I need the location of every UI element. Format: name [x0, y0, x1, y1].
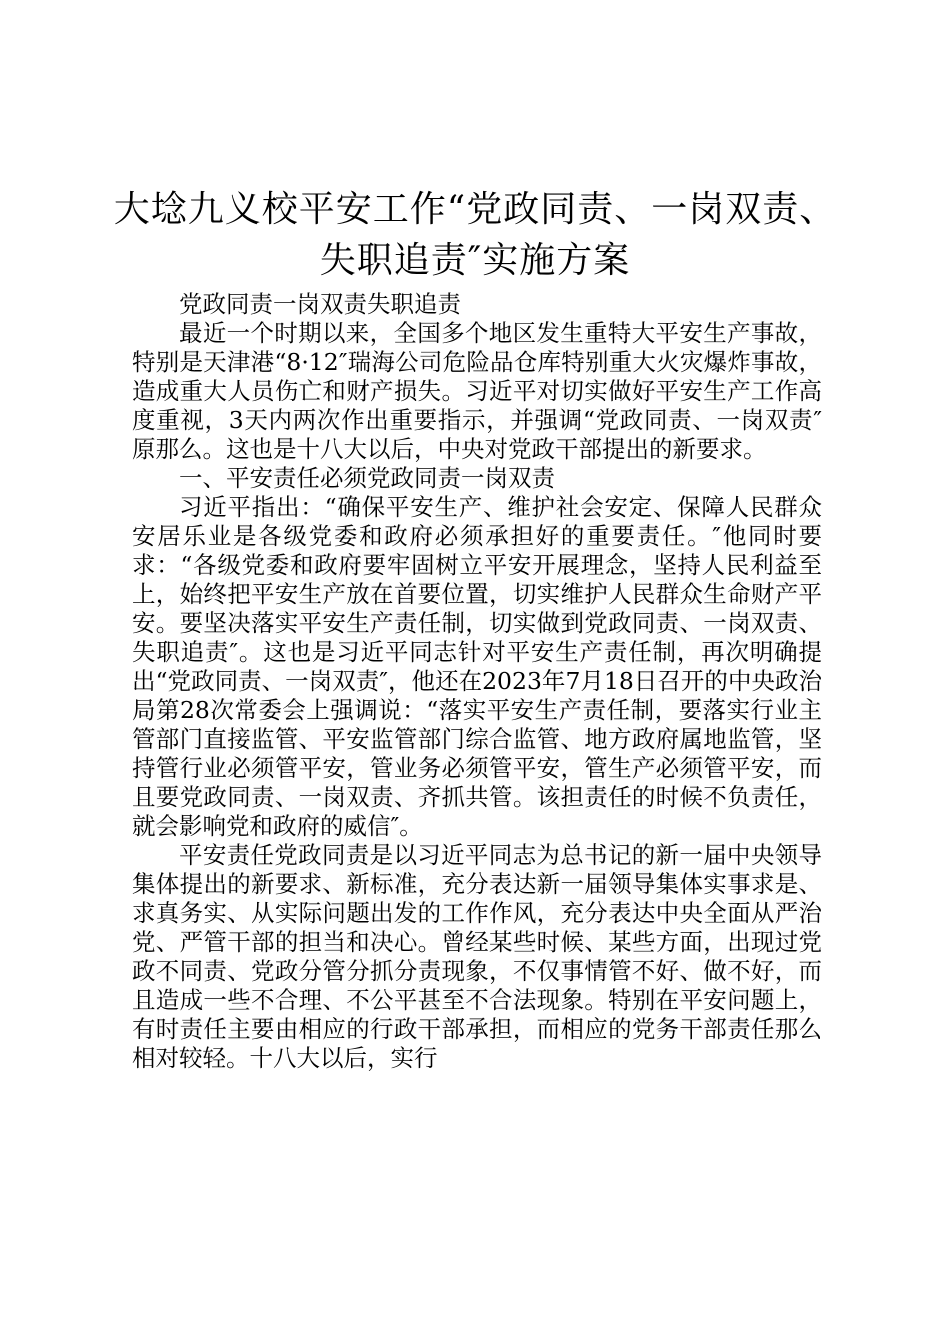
paragraph-subtitle: 党政同责一岗双责失职追责	[179, 290, 461, 318]
paragraph: 最近一个时期以来，全国多个地区发生重特大平安生产事故，特别是天津港“8·12″瑞海公司危险品仓库特别重大火灾爆炸事故，造成重大人员伤亡和财产损失。习近平对切实做好平安生产工作高度重视，3天内两次作出重要指示，并强调“党政同责、一岗双责″原那么。这也是十八大以后，中央对党政干部提出的新要求。	[132, 319, 822, 463]
document-title-line-2: 失职追责″实施方案	[319, 240, 631, 281]
document-body	[132, 290, 822, 1073]
paragraph: 习近平指出：“确保平安生产、维护社会安定、保障人民群众安居乐业是各级党委和政府必须承担好的重要责任。″他同时要求：“各级党委和政府要牢固树立平安开展理念，坚持人民利益至上，始终把平安生产放在首要位置，切实维护人民群众生命财产平安。要坚决落实平安生产责任制，切实做到党政同责、一岗双责、失职追责″。这也是习近平同志针对平安生产责任制，再次明确提出“党政同责、一岗双责″，他还在2023年7月18日召开的中央政治局第28次常委会上强调说：“落实平安生产责任制，要落实行业主管部门直接监管、平安监管部门综合监管、地方政府属地监管，坚持管行业必须管平安，管业务必须管平安，管生产必须管平安，而且要党政同责、一岗双责、齐抓共管。该担责任的时候不负责任，就会影响党和政府的威信″。	[132, 493, 822, 840]
paragraph: 平安责任党政同责是以习近平同志为总书记的新一届中央领导集体提出的新要求、新标准，充分表达新一届领导集体实事求是、求真务实、从实际问题出发的工作作风，充分表达中央全面从严治党、严管干部的担当和决心。曾经某些时候、某些方面，出现过党政不同责、党政分管分抓分责现象，不仅事情管不好、做不好，而且造成一些不合理、不公平甚至不合法现象。特别在平安问题上，有时责任主要由相应的行政干部承担，而相应的党务干部责任那么相对较轻。十八大以后，实行	[132, 841, 822, 1072]
section-heading: 一、平安责任必须党政同责一岗双责	[179, 464, 555, 492]
document-title-line-1: 大埝九义校平安工作“党政同责、一岗双责、	[113, 189, 837, 230]
